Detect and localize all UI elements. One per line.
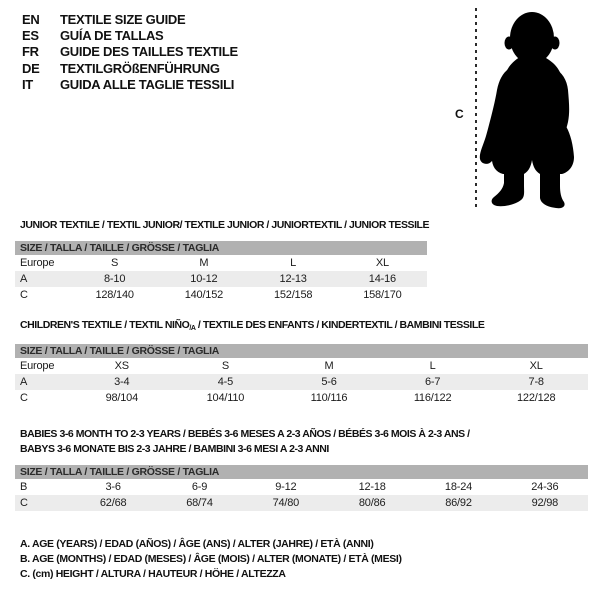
childrens-title-text: CHILDREN'S TEXTILE / TEXTIL NIÑO [20, 319, 190, 331]
childrens-title-text: / TEXTILE DES ENFANTS / KINDERTEXTIL / BAMBINI TESSILE [195, 319, 485, 331]
language-row-de [22, 60, 238, 76]
row-label: Europe [20, 257, 55, 269]
table-cell: 140/152 [184, 289, 224, 301]
childrens-table-title [20, 318, 484, 335]
table-cell: 122/128 [517, 392, 556, 404]
table-cell: 80/86 [358, 497, 386, 509]
language-row-es [22, 27, 238, 43]
table-cell: L [429, 360, 436, 372]
table-cell: M [324, 360, 334, 372]
table-cell: 3-6 [105, 481, 121, 493]
height-measure-dashed-line [475, 8, 477, 211]
table-cell: XL [529, 360, 543, 372]
table-row [15, 374, 588, 390]
table-cell: XS [114, 360, 129, 372]
table-cell: 18-24 [444, 481, 473, 493]
table-cell: 116/122 [413, 392, 452, 404]
height-measure-label: C [455, 107, 464, 121]
language-code: ES [22, 28, 39, 44]
table-cell: S [111, 257, 119, 269]
size-header-label: SIZE / TALLA / TAILLE / GRÖSSE / TAGLIA [20, 345, 220, 357]
table-row [15, 390, 588, 406]
babies-title-line1: BABIES 3-6 MONTH TO 2-3 YEARS / BEBÉS 3-6 MESES A 2-3 AÑOS / BÉBÉS 3-6 MOIS À 2-3 ANS / [20, 428, 470, 440]
guide-title-es: GUÍA DE TALLAS [60, 28, 164, 44]
table-cell: 128/140 [95, 289, 134, 301]
row-label: A [20, 376, 28, 388]
table-cell: M [199, 257, 209, 269]
row-label: A [20, 273, 28, 285]
size-header-bar [15, 344, 588, 358]
table-row [15, 495, 588, 511]
table-cell: 86/92 [445, 497, 472, 509]
guide-title-de: TEXTILGRÖßENFÜHRUNG [60, 60, 220, 76]
table-cell: 12-13 [279, 273, 307, 285]
language-code: DE [22, 60, 40, 76]
language-row-en [22, 11, 238, 27]
table-cell: 24-36 [531, 481, 559, 493]
table-cell: 98/104 [105, 392, 139, 404]
language-code: FR [22, 44, 39, 60]
table-cell: S [221, 360, 229, 372]
table-cell: 62/68 [99, 497, 127, 509]
row-label: C [20, 289, 28, 301]
table-cell: 12-18 [358, 481, 386, 493]
language-title-block [22, 11, 238, 93]
table-cell: 9-12 [275, 481, 297, 493]
size-header-bar [15, 241, 427, 255]
babies-table-title [20, 427, 470, 456]
table-row [15, 358, 588, 374]
table-cell: 104/110 [206, 392, 245, 404]
footnotes-block [20, 538, 402, 584]
table-cell: XL [375, 257, 389, 269]
table-cell: 5-6 [321, 376, 337, 388]
table-cell: 68/74 [186, 497, 213, 509]
table-cell: 74/80 [272, 497, 300, 509]
table-cell: 7-8 [528, 376, 544, 388]
childrens-size-table [15, 344, 588, 406]
table-cell: 110/116 [310, 392, 348, 404]
footnote-age-years: A. AGE (YEARS) / EDAD (AÑOS) / ÂGE (ANS) / ALTER (JAHRE) / ETÀ (ANNI) [20, 538, 374, 550]
language-code: EN [22, 11, 40, 27]
junior-size-table [15, 241, 427, 303]
junior-table-title: JUNIOR TEXTILE / TEXTIL JUNIOR/ TEXTILE JUNIOR / JUNIORTEXTIL / JUNIOR TESSILE [20, 219, 430, 231]
guide-title-en: TEXTILE SIZE GUIDE [60, 11, 186, 27]
babies-size-table [15, 465, 588, 511]
size-header-bar [15, 465, 588, 479]
footnote-age-months: B. AGE (MONTHS) / EDAD (MESES) / ÂGE (MOIS) / ALTER (MONATE) / ETÀ (MESI) [20, 553, 402, 566]
table-cell: 6-7 [424, 376, 441, 388]
table-cell: 10-12 [190, 273, 218, 285]
table-cell: 3-4 [114, 376, 130, 388]
language-code: IT [22, 77, 33, 93]
language-row-it [22, 77, 238, 93]
row-label: C [20, 497, 28, 509]
table-cell: 4-5 [217, 376, 234, 388]
table-row [15, 255, 427, 271]
table-cell: L [290, 257, 297, 269]
footnote-height: C. (cm) HEIGHT / ALTURA / HAUTEUR / HÖHE / ALTEZZA [20, 568, 286, 581]
table-cell: 152/158 [273, 289, 313, 301]
table-row [15, 479, 588, 495]
size-header-label: SIZE / TALLA / TAILLE / GRÖSSE / TAGLIA [20, 242, 220, 254]
guide-title-fr: GUIDE DES TAILLES TEXTILE [60, 44, 238, 60]
table-cell: 92/98 [531, 497, 559, 509]
row-label: C [20, 392, 28, 404]
table-row [15, 287, 427, 303]
guide-title-it: GUIDA ALLE TAGLIE TESSILI [60, 77, 235, 93]
size-header-label: SIZE / TALLA / TAILLE / GRÖSSE / TAGLIA [20, 466, 220, 478]
childrens-title-subscript: /A [189, 325, 196, 332]
row-label: B [20, 481, 28, 493]
language-row-fr [22, 44, 238, 60]
table-row [15, 271, 427, 287]
toddler-silhouette [478, 10, 590, 210]
table-cell: 6-9 [191, 481, 208, 493]
table-cell: 158/170 [363, 289, 402, 301]
table-cell: 14-16 [368, 273, 396, 285]
row-label: Europe [20, 360, 55, 372]
babies-title-line2: BABYS 3-6 MONATE BIS 2-3 JAHRE / BAMBINI 3-6 MESI A 2-3 ANNI [20, 442, 329, 455]
table-cell: 8-10 [104, 273, 126, 285]
